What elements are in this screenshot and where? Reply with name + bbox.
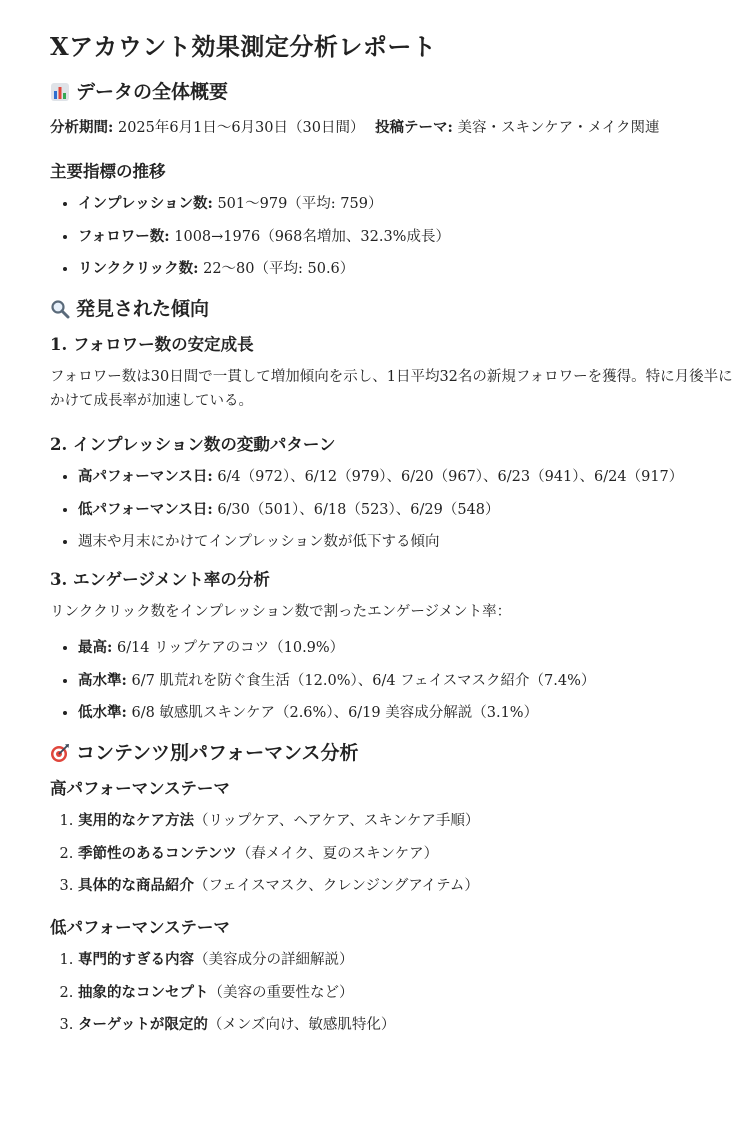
period-label: 分析期間: [50, 119, 114, 136]
item-value: （美容の重要性など） [208, 984, 354, 1001]
list-item [78, 948, 734, 972]
metric-value: 501〜979（平均: 759） [217, 196, 383, 212]
engagement-list [50, 636, 734, 725]
magnifier-icon [50, 299, 70, 319]
trend-number: 1. [50, 335, 68, 354]
list-item [78, 701, 734, 725]
item-value: 6/14 リップケアのコツ（10.9%） [116, 640, 345, 656]
report-title: Xアカウント効果測定分析レポート [50, 32, 437, 61]
trend-2-title [50, 433, 734, 457]
list-item [78, 809, 734, 833]
list-item [78, 874, 734, 898]
metrics-list [50, 192, 734, 281]
item-value: （メンズ向け、敏感肌特化） [207, 1017, 396, 1033]
low-theme-list [50, 948, 734, 1037]
item-label: 高水準: [78, 671, 127, 689]
trend-3-intro: リンククリック数をインプレッション数で割ったエンゲージメント率： [50, 604, 512, 620]
metric-label: フォロワー数: [78, 227, 170, 245]
metric-value: 1008→1976（968名増加、32.3%成長） [174, 228, 450, 245]
trend-number: 3. [50, 570, 68, 589]
high-theme-list [50, 809, 734, 898]
high-theme-title: 高パフォーマンステーマ [50, 779, 230, 798]
trend-title-text: エンゲージメント率の分析 [72, 570, 270, 589]
impression-list [50, 465, 734, 554]
item-label: 季節性のあるコンテンツ [78, 844, 237, 862]
content-heading [50, 739, 734, 767]
item-label: 抽象的なコンセプト [78, 983, 209, 1001]
list-item [78, 636, 734, 660]
list-item [78, 465, 734, 489]
list-item [78, 1013, 734, 1037]
item-value: （春メイク、夏のスキンケア） [236, 845, 439, 862]
metrics-heading: 主要指標の推移 [50, 162, 166, 181]
metric-label: リンククリック数: [78, 260, 199, 277]
item-label: 低水準: [78, 704, 127, 721]
item-value: 6/30（501）、6/18（523）、6/29（548） [217, 501, 500, 518]
item-value: （美容成分の詳細解説） [194, 952, 354, 968]
item-value: （リップケア、ヘアケア、スキンケア手順） [194, 813, 480, 829]
trend-1-title [50, 333, 734, 357]
item-value: 6/4（972）、6/12（979）、6/20（967）、6/23（941）、6/24（917） [217, 469, 684, 485]
item-label: 低パフォーマンス日: [78, 500, 213, 518]
trend-number: 2. [50, 435, 68, 454]
theme-value: 美容・スキンケア・メイク関連 [457, 120, 660, 136]
overview-heading [50, 78, 734, 106]
list-item [78, 257, 734, 281]
trends-heading [50, 295, 734, 323]
item-label: 具体的な商品紹介 [78, 877, 194, 894]
list-item [78, 498, 734, 522]
list-item [78, 225, 734, 249]
target-icon [50, 743, 70, 763]
item-label: 最高: [78, 639, 113, 656]
list-item [78, 530, 734, 554]
item-label: ターゲットが限定的 [78, 1016, 208, 1033]
item-label: 高パフォーマンス日: [78, 468, 213, 485]
item-value: （フェイスマスク、クレンジングアイテム） [194, 878, 479, 894]
metric-value: 22〜80（平均: 50.6） [203, 261, 355, 277]
bar-chart-icon [50, 82, 70, 102]
item-label: 実用的なケア方法 [78, 812, 194, 829]
metric-label: インプレッション数: [78, 195, 213, 212]
item-label: 専門的すぎる内容 [78, 951, 194, 968]
trends-heading-text: 発見された傾向 [76, 298, 210, 320]
list-item [78, 981, 734, 1005]
list-item [78, 842, 734, 866]
content-heading-text: コンテンツ別パフォーマンス分析 [76, 742, 359, 764]
trend-title-text: フォロワー数の安定成長 [72, 335, 254, 354]
period-value: 2025年6月1日〜6月30日（30日間） [117, 120, 365, 136]
item-value: 6/8 敏感肌スキンケア（2.6%）、6/19 美容成分解説（3.1%） [131, 705, 539, 721]
list-item [78, 192, 734, 216]
low-theme-title: 低パフォーマンステーマ [50, 918, 230, 937]
item-value: 6/7 肌荒れを防ぐ食生活（12.0%）、6/4 フェイスマスク紹介（7.4%） [131, 672, 596, 689]
theme-label: 投稿テーマ: [375, 119, 453, 136]
overview-heading-text: データの全体概要 [76, 81, 229, 103]
item-value: 週末や月末にかけてインプレッション数が低下する傾向 [78, 534, 440, 550]
overview-meta [50, 116, 734, 140]
list-item [78, 669, 734, 693]
trend-title-text: インプレッション数の変動パターン [72, 435, 336, 454]
trend-3-title [50, 568, 734, 592]
trend-1-text: フォロワー数は30日間で一貫して増加傾向を示し、1日平均32名の新規フォロワーを獲得。特に月後半にかけて成長率が加速している。 [50, 369, 733, 409]
